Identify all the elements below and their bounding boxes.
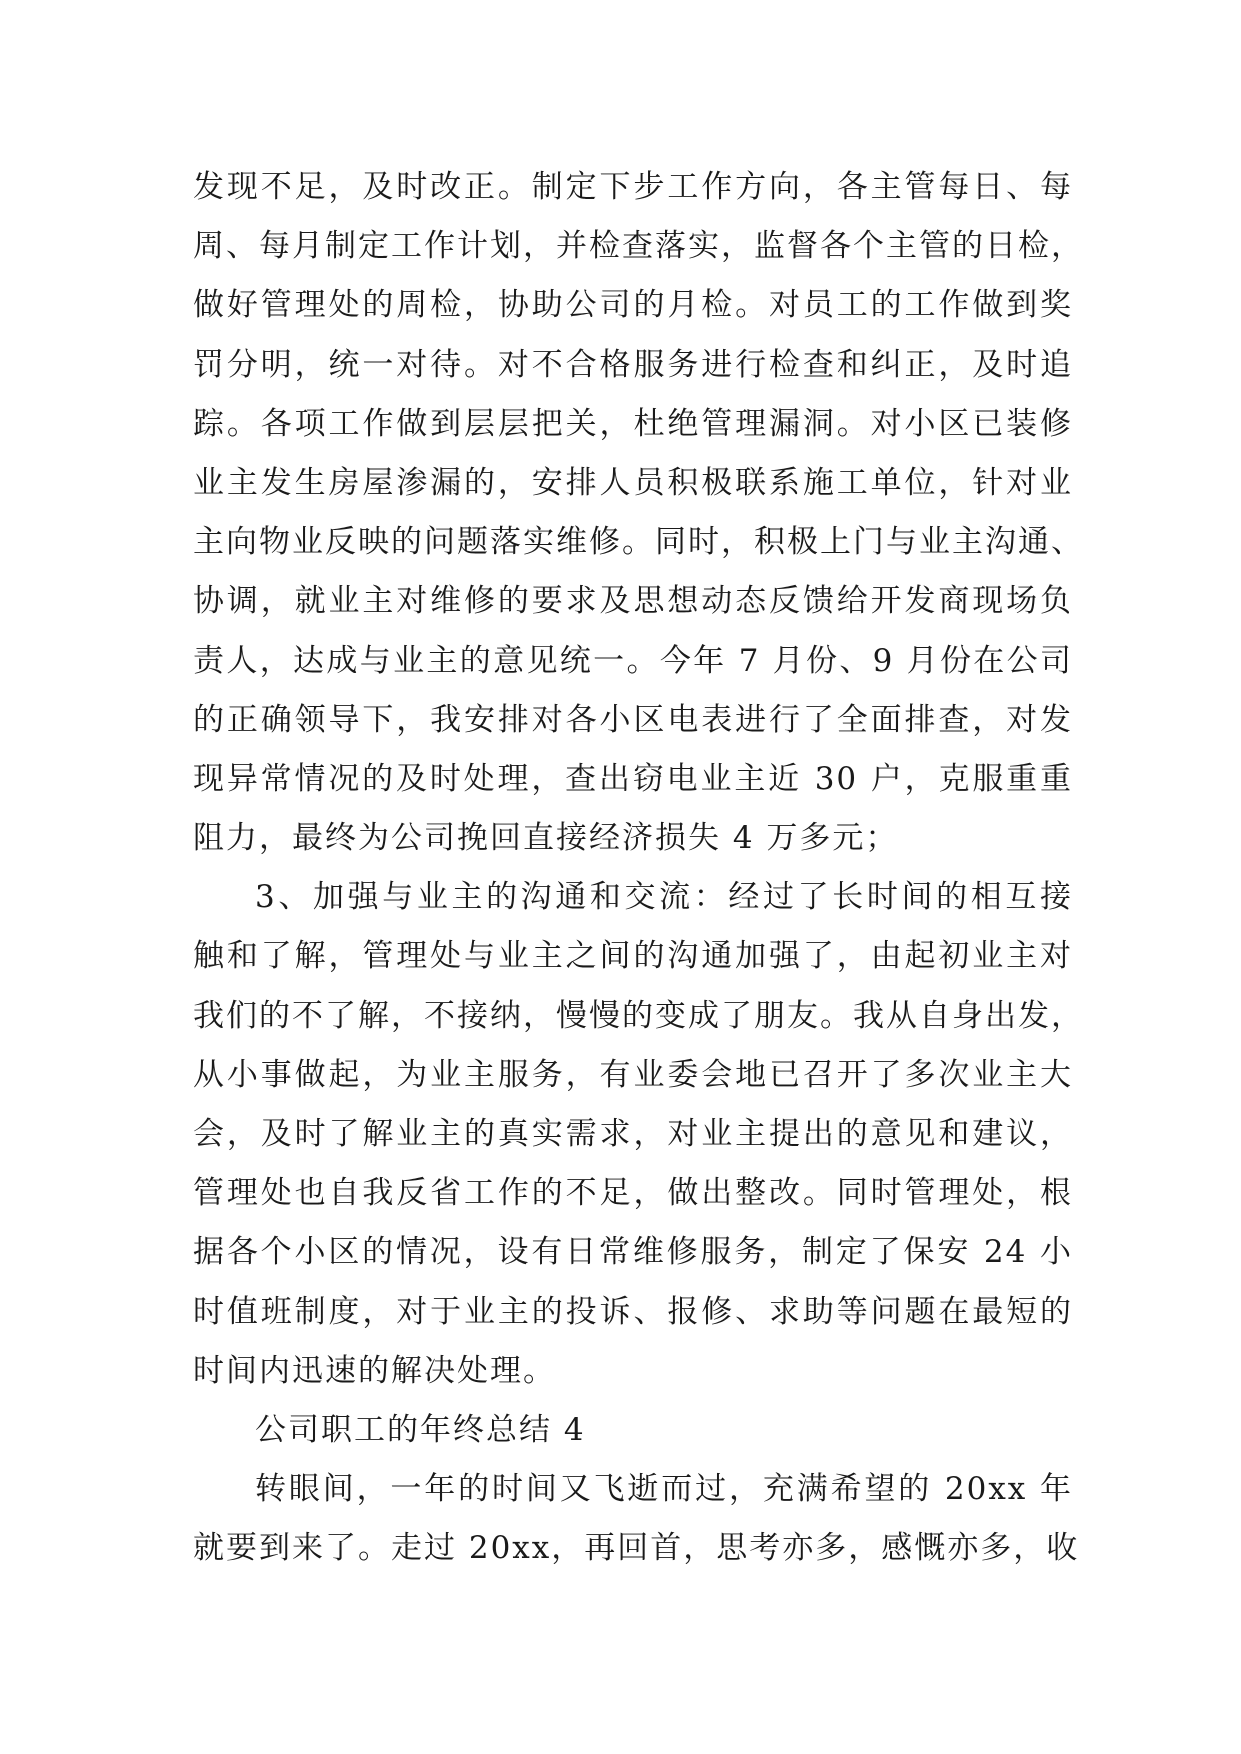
text-line: 管理处也自我反省工作的不足，做出整改。同时管理处，根 xyxy=(193,1175,1073,1212)
text-line: 3、加强与业主的沟通和交流：经过了长时间的相互接 xyxy=(255,879,1073,916)
text-line: 做好管理处的周检，协助公司的月检。对员工的工作做到奖 xyxy=(193,287,1073,324)
text-line: 公司职工的年终总结 4 xyxy=(255,1411,586,1448)
text-line: 时值班制度，对于业主的投诉、报修、求助等问题在最短的 xyxy=(193,1293,1073,1330)
text-line: 主向物业反映的问题落实维修。同时，积极上门与业主沟通、 xyxy=(193,524,1084,561)
text-line: 发现不足，及时改正。制定下步工作方向，各主管每日、每 xyxy=(193,169,1073,205)
text-line: 我们的不了解，不接纳，慢慢的变成了朋友。我从自身出发， xyxy=(193,997,1084,1034)
text-line: 就要到来了。走过 20xx，再回首，思考亦多，感慨亦多，收 xyxy=(193,1530,1080,1567)
text-line: 从小事做起，为业主服务，有业委会地已召开了多次业主大 xyxy=(193,1056,1073,1093)
text-line: 阻力，最终为公司挽回直接经济损失 4 万多元； xyxy=(193,820,899,857)
document-body xyxy=(193,158,1084,1579)
text-line: 会，及时了解业主的真实需求，对业主提出的意见和建议， xyxy=(193,1116,1073,1152)
text-line: 周、每月制定工作计划，并检查落实，监督各个主管的日检， xyxy=(193,228,1084,265)
text-line: 责人，达成与业主的意见统一。今年 7 月份、9 月份在公司 xyxy=(193,642,1073,679)
text-line: 踪。各项工作做到层层把关，杜绝管理漏洞。对小区已装修 xyxy=(193,405,1073,442)
text-line: 罚分明，统一对待。对不合格服务进行检查和纠正，及时追 xyxy=(193,346,1073,383)
text-line: 据各个小区的情况，设有日常维修服务，制定了保安 24 小 xyxy=(193,1234,1073,1271)
text-line: 触和了解，管理处与业主之间的沟通加强了，由起初业主对 xyxy=(193,938,1073,975)
text-line: 转眼间，一年的时间又飞逝而过，充满希望的 20xx 年 xyxy=(255,1471,1073,1508)
text-line: 的正确领导下，我安排对各小区电表进行了全面排查，对发 xyxy=(193,701,1073,738)
text-line: 协调，就业主对维修的要求及思想动态反馈给开发商现场负 xyxy=(193,583,1073,620)
text-line: 现异常情况的及时处理，查出窃电业主近 30 户，克服重重 xyxy=(193,760,1073,797)
text-line: 时间内迅速的解决处理。 xyxy=(193,1352,556,1389)
text-line: 业主发生房屋渗漏的，安排人员积极联系施工单位，针对业 xyxy=(193,464,1073,501)
